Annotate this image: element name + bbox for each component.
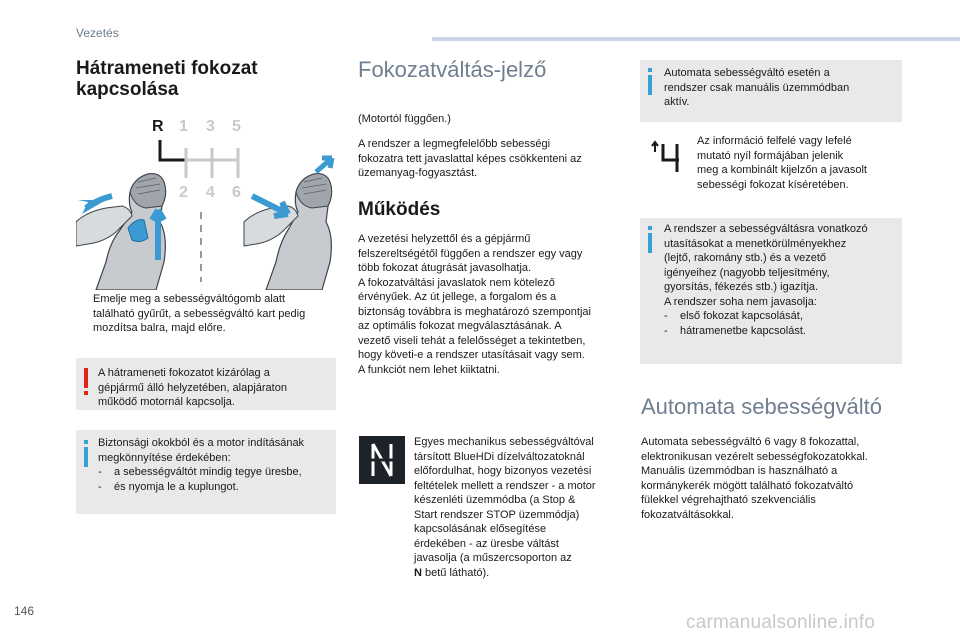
text-line: első fokozat kapcsolását, bbox=[680, 310, 803, 322]
text-line: A rendszer a sebességváltásra vonatkozó bbox=[664, 223, 868, 235]
arrow-up-icon bbox=[649, 140, 685, 174]
text-line: A hátrameneti fokozatot kizárólag a bbox=[98, 367, 270, 379]
text-line: Az információ felfelé vagy lefelé bbox=[697, 135, 852, 147]
text-line: rendszer csak manuális üzemmódban bbox=[664, 81, 850, 94]
info-box-automatic bbox=[640, 60, 902, 122]
n-paragraph bbox=[414, 435, 634, 580]
list-item bbox=[664, 324, 900, 339]
section-title-gear-indicator: Fokozatváltás-jelző bbox=[358, 57, 547, 82]
info-marker-dot bbox=[84, 440, 88, 444]
gear-label-r: R bbox=[152, 118, 164, 135]
text-line: gyorsítás, fékezés stb.) igazítja. bbox=[664, 281, 819, 293]
text-line: A fokozatváltási javaslatok nem kötelező bbox=[358, 276, 555, 289]
warning-box bbox=[76, 358, 336, 410]
text-line: A rendszer soha nem javasolja: bbox=[664, 295, 817, 308]
left-hand-drawing bbox=[76, 174, 166, 290]
text-line: A rendszer a legmegfelelőbb sebességi bbox=[358, 138, 551, 150]
text-line: található gyűrűt, a sebességváltó kart pedig bbox=[93, 307, 306, 320]
text-line bbox=[414, 566, 634, 581]
dash: - bbox=[98, 480, 102, 493]
info-marker-icon bbox=[648, 233, 652, 253]
right-hand-drawing bbox=[244, 158, 332, 290]
text-line: felszereltségétől függően a rendszer egy vagy bbox=[358, 247, 583, 260]
dash: - bbox=[664, 310, 668, 322]
text-line: üzemanyag-fogyasztást. bbox=[358, 167, 478, 179]
text-line: biztonság továbbra is meghatározó szempontjai bbox=[358, 305, 591, 318]
warning-marker-dot bbox=[84, 391, 88, 395]
dash: - bbox=[664, 324, 668, 337]
text-line: érdekében - az üresbe váltást bbox=[414, 537, 559, 550]
text-line: fokozatváltásokkal. bbox=[641, 508, 734, 521]
text-line: feltételek mellett a rendszer - a motor bbox=[414, 479, 596, 492]
text-line: és nyomja le a kuplungot. bbox=[114, 480, 239, 493]
info-marker-dot bbox=[648, 226, 652, 230]
text-line: a sebességváltót mindig tegye üresbe, bbox=[114, 466, 302, 478]
info-marker-icon bbox=[84, 447, 88, 467]
neutral-n-icon bbox=[359, 436, 405, 484]
text-line: igényeihez (nagyobb teljesítmény, bbox=[664, 266, 830, 279]
gear-illustration bbox=[76, 112, 336, 290]
intro-paragraph bbox=[358, 137, 628, 181]
text-line: elektronikusan vezérelt sebességfokozatokkal. bbox=[641, 450, 868, 463]
text-line: Egyes mechanikus sebességváltóval bbox=[414, 436, 594, 448]
shift-pattern bbox=[160, 140, 238, 282]
text-line: előfordulhat, hogy bizonyos vezetési bbox=[414, 465, 592, 477]
text-line: Emelje meg a sebességváltógomb alatt bbox=[93, 293, 285, 305]
text-line: gépjármű álló helyzetében, alapjáraton bbox=[98, 381, 287, 394]
text-line: sebességi fokozat kíséretében. bbox=[697, 178, 849, 191]
text-line: működő motornál kapcsolja. bbox=[98, 396, 235, 408]
gear-label-4: 4 bbox=[206, 184, 215, 201]
reverse-instruction bbox=[76, 292, 338, 336]
title-line: Hátrameneti fokozat bbox=[76, 58, 258, 79]
text-line: fokozatra tett javaslattal képes csökkenteni az bbox=[358, 152, 582, 165]
section-title-reverse bbox=[76, 58, 258, 100]
info-box-adaptation bbox=[640, 218, 902, 364]
text-line: Start rendszer STOP üzemmódja) bbox=[414, 508, 580, 521]
gear-label-1: 1 bbox=[179, 118, 188, 135]
text-line: mozdítsa balra, majd előre. bbox=[93, 322, 226, 334]
text-line: több fokozat átugrását javasolhatja. bbox=[358, 262, 532, 274]
bullet-icon bbox=[76, 292, 93, 336]
gear-label-6: 6 bbox=[232, 184, 241, 201]
shift-up-indicator-icon bbox=[649, 140, 685, 174]
text-line: az optimális fokozat megválasztásának. A bbox=[358, 320, 562, 332]
title-line: kapcsolása bbox=[76, 79, 179, 100]
page-number: 146 bbox=[14, 604, 35, 618]
info-marker-icon bbox=[648, 75, 652, 95]
text-line: javasolja (a műszercsoporton az bbox=[414, 552, 572, 564]
text-line: meg a kombinált kijelzőn a javasolt bbox=[697, 164, 867, 176]
text-line: Automata sebességváltó esetén a bbox=[664, 67, 830, 79]
dash: - bbox=[98, 466, 102, 478]
text-line: aktív. bbox=[664, 96, 690, 108]
list-item bbox=[98, 465, 332, 480]
text-line: kapcsolásának elősegítése bbox=[414, 523, 547, 535]
text-line: Manuális üzemmódban is használható a bbox=[641, 465, 838, 477]
header-bar bbox=[432, 37, 960, 41]
text-line: utasításokat a menetkörülményekhez bbox=[664, 237, 847, 250]
info-box-safety bbox=[76, 430, 336, 514]
text-line: A vezetési helyzettől és a gépjármű bbox=[358, 233, 531, 245]
text-line: (lejtő, rakomány stb.) és a vezető bbox=[664, 252, 827, 264]
info-marker-dot bbox=[648, 68, 652, 72]
running-header: Vezetés bbox=[76, 26, 119, 40]
list-item bbox=[98, 480, 332, 495]
engine-note: (Motortól függően.) bbox=[358, 113, 451, 125]
text-line: Automata sebességváltó 6 vagy 8 fokozattal, bbox=[641, 436, 860, 448]
text-line: A funkciót nem lehet kiiktatni. bbox=[358, 363, 500, 376]
gear-label-3: 3 bbox=[206, 118, 215, 135]
subsection-title-operation: Működés bbox=[358, 199, 441, 220]
text-line: mutató nyíl formájában jelenik bbox=[697, 149, 844, 162]
n-letter-bold: N bbox=[414, 566, 422, 579]
text-line: vezető viseli tehát a felelősséget a tekintetben, bbox=[358, 334, 586, 347]
text-line: kormánykerék mögött található fokozatváltó bbox=[641, 479, 854, 492]
text-line: hogy követi-e a rendszer utasításait vagy sem. bbox=[358, 349, 585, 361]
text-line: készenléti üzemmódba (a Stop & bbox=[414, 494, 576, 506]
list-item bbox=[664, 309, 900, 324]
text-line: hátramenetbe kapcsolást. bbox=[680, 324, 806, 337]
shift-indicator-paragraph bbox=[697, 134, 897, 192]
warning-marker-icon bbox=[84, 368, 88, 388]
automatic-paragraph bbox=[641, 435, 903, 522]
text-line: Biztonsági okokból és a motor indításának bbox=[98, 437, 305, 449]
section-title-automatic: Automata sebességváltó bbox=[641, 394, 882, 419]
n-glyph-icon bbox=[359, 436, 405, 484]
text-line: társított BlueHDi dízelváltozatoknál bbox=[414, 450, 585, 463]
gear-label-2: 2 bbox=[179, 184, 188, 201]
text-line: érvényűek. Az út jellege, a forgalom és a bbox=[358, 291, 557, 303]
text-line: fülekkel végrehajtható szekvenciális bbox=[641, 494, 816, 506]
text-fragment: betű látható). bbox=[421, 566, 490, 579]
watermark: carmanualsonline.info bbox=[686, 612, 876, 633]
text-line: megkönnyítése érdekében: bbox=[98, 451, 231, 464]
gear-label-5: 5 bbox=[232, 118, 241, 135]
operation-paragraph bbox=[358, 232, 630, 377]
